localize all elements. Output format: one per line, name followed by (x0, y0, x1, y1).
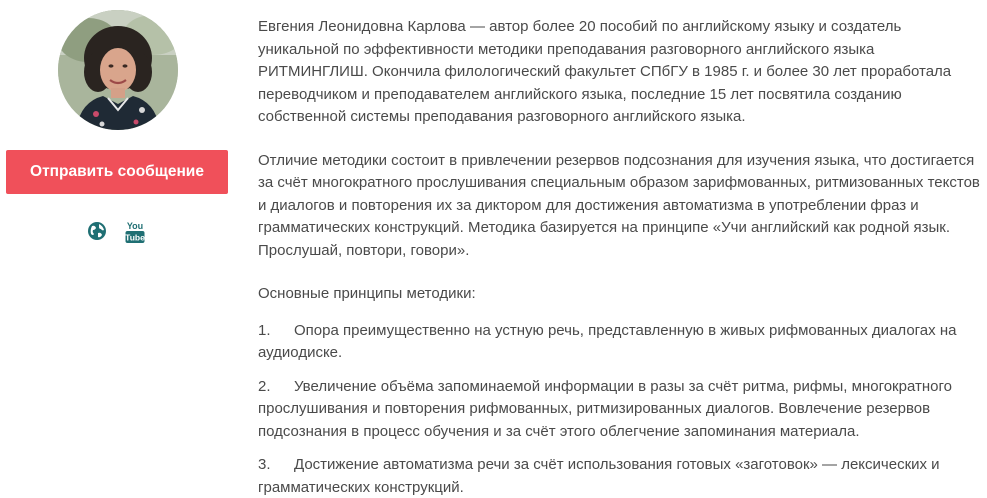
list-item-text: Достижение автоматизма речи за счёт использования готовых «заготовок» — лексических и грамматических конструкций. (258, 456, 940, 496)
avatar (58, 10, 178, 130)
author-bio (258, 16, 980, 498)
list-item-number: 1. (258, 321, 271, 339)
list-item-text: Увеличение объёма запоминаемой информации в разы за счёт ритма, рифмы, многократного прослушивания и повторения рифмованных, ритмизированных диалогов. Вовлечение резервов подсознания в процесс обучения и за счёт этого облегчение запоминания материала. (258, 377, 952, 440)
list-item (258, 376, 980, 444)
author-sidebar (0, 0, 234, 498)
svg-text:You: You (126, 221, 144, 231)
send-message-button[interactable]: Отправить сообщение (6, 150, 228, 194)
list-item-text: Опора преимущественно на устную речь, представленную в живых рифмованных диалогах на аудиодиске. (258, 321, 957, 361)
principles-list (258, 320, 980, 498)
globe-icon[interactable] (87, 221, 111, 245)
youtube-icon[interactable] (124, 220, 148, 244)
avatar-photo (58, 10, 178, 130)
principles-title: Основные принципы методики: (258, 285, 476, 302)
social-links (0, 220, 234, 246)
bio-paragraph: Отличие методики состоит в привлечении резервов подсознания для изучения языка, что достигается за счёт многократного прослушивания специальным образом зарифмованных, ритмизованных текстов и диалогов и повторения их за диктором для достижения автоматизма в употреблении фраз и грамматических конструкций. Методика базируется на принципе «Учи английский как родной язык. Прослушай, повтори, говори». (258, 151, 980, 259)
list-item (258, 320, 980, 365)
list-item (258, 454, 980, 498)
svg-text:Tube: Tube (125, 232, 145, 243)
bio-paragraph: Евгения Леонидовна Карлова — автор более 20 пособий по английскому языку и создатель уникальной по эффективности методики преподавания разговорного английского языка РИТМИНГЛИШ. Окончила филологический факультет СПбГУ в 1985 г. и более 30 лет проработала переводчиком и преподавателем английского языка, последние 15 лет посвятила созданию собственной системы преподавания разговорного английского языка. (258, 18, 952, 125)
list-item-number: 3. (258, 456, 271, 473)
list-item-number: 2. (258, 377, 271, 395)
